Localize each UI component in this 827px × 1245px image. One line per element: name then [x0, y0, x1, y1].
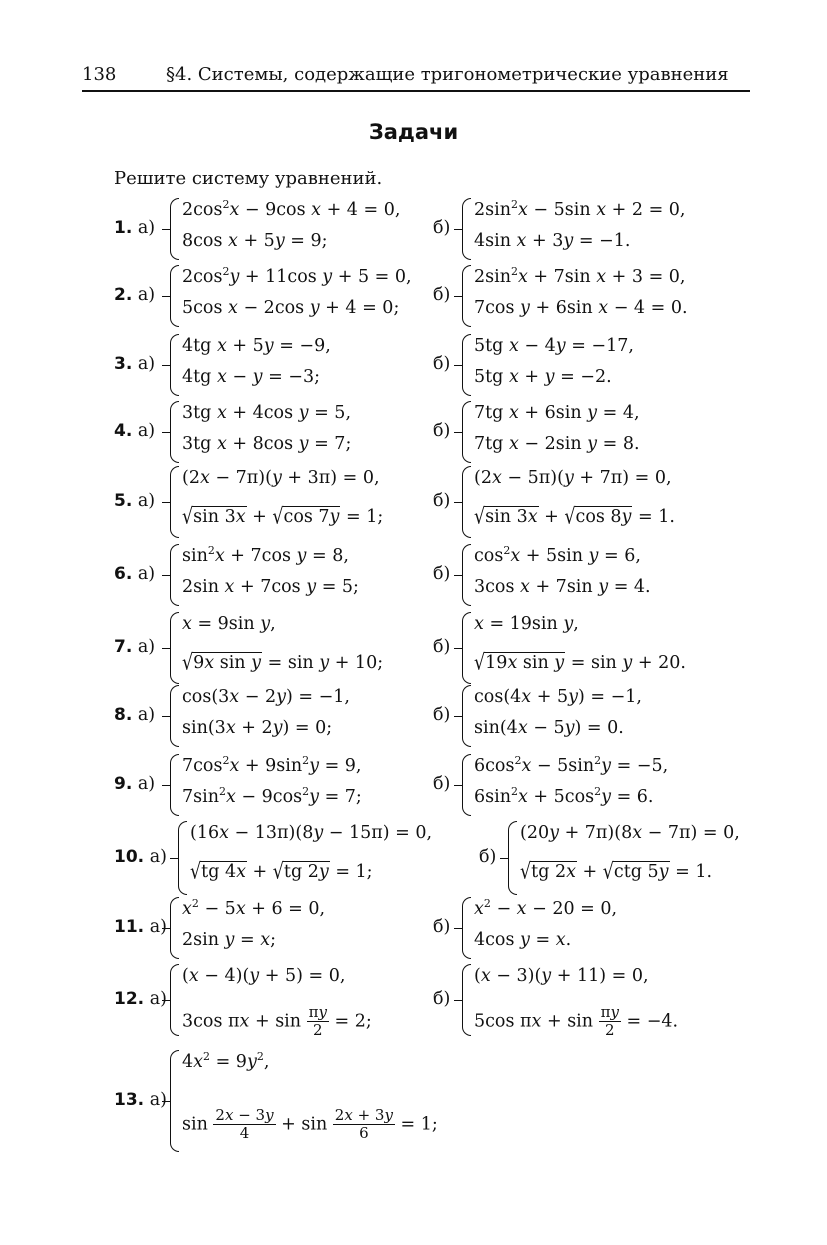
label-a: а) — [149, 847, 167, 867]
problem-number-text: 2. — [114, 285, 133, 305]
equation: $x^2 - 5x + 6 = 0$, — [182, 897, 326, 919]
problem-number — [114, 285, 155, 305]
label-b: б) — [479, 847, 497, 867]
page-header — [82, 60, 750, 92]
label-a: а) — [149, 917, 167, 937]
equation: (x − 3)(y + 11) = 0, — [474, 966, 649, 986]
label-a: а) — [137, 285, 156, 305]
label-a: а) — [137, 774, 156, 794]
label-b: б) — [433, 421, 451, 441]
equation: √tg 4x + √tg 2y = 1; — [190, 859, 373, 885]
equation: $2\sin^2x - 5\sin$ x + 2 = 0, — [474, 198, 686, 220]
problem-number-text: 5. — [114, 491, 133, 511]
brace-icon — [170, 401, 179, 463]
label-a: а) — [137, 637, 156, 657]
equation: 4sin x + 3y = −1. — [474, 231, 631, 251]
brace-icon — [462, 544, 471, 606]
equation: sin(4x − 5y) = 0. — [474, 718, 624, 738]
brace-icon — [462, 334, 471, 396]
equation: cos(4x + 5y) = −1, — [474, 687, 642, 707]
equation: 3tg x + 4cos y = 5, — [182, 403, 352, 423]
label-a: а) — [137, 354, 156, 374]
equation: 7cos y + 6sin x − 4 = 0. — [474, 298, 688, 318]
brace-icon — [462, 612, 471, 684]
problem-number-text: 4. — [114, 421, 133, 441]
running-title: §4. Системы, содержащие тригонометрические уравнения — [166, 64, 729, 85]
label-b: б) — [433, 705, 451, 725]
label-b: б) — [433, 637, 451, 657]
equation: 5tg x + y = −2. — [474, 367, 612, 387]
equation: 4tg x + 5y = −9, — [182, 336, 331, 356]
equation: (2x − 7π)(y + 3π) = 0, — [182, 468, 380, 488]
brace-icon — [462, 265, 471, 327]
problem-number — [114, 917, 167, 937]
equation: 3tg x + 8cos y = 7; — [182, 434, 352, 454]
label-b: б) — [433, 354, 451, 374]
equation: $6\sin^2x + 5\cos^2y = 6$. — [474, 785, 654, 807]
label-a: а) — [137, 218, 156, 238]
equation: 5tg x − 4y = −17, — [474, 336, 634, 356]
problem-number — [114, 564, 155, 584]
label-a: а) — [149, 1090, 167, 1110]
problem-number-text: 6. — [114, 564, 133, 584]
equation: $\sin^2x + 7\cos$ y = 8, — [182, 544, 349, 566]
equation: √tg 2x + √ctg 5y = 1. — [520, 859, 713, 885]
label-a: а) — [137, 705, 156, 725]
brace-icon — [462, 897, 471, 959]
brace-icon — [170, 1050, 179, 1152]
problem-number — [114, 421, 155, 441]
equation: √sin 3x + √cos 7y = 1; — [182, 504, 384, 530]
equation: (16x − 13π)(8y − 15π) = 0, — [190, 823, 433, 843]
brace-icon — [170, 754, 179, 816]
brace-icon — [462, 685, 471, 747]
equation: √sin 3x + √cos 8y = 1. — [474, 504, 675, 530]
label-b: б) — [433, 774, 451, 794]
equation: cos(3x − 2y) = −1, — [182, 687, 350, 707]
label-b: б) — [433, 285, 451, 305]
equation: $x^2 - x - 20 = 0$, — [474, 897, 618, 919]
brace-icon — [170, 612, 179, 684]
section-title: Задачи — [368, 120, 459, 144]
problem-number — [114, 637, 155, 657]
brace-icon — [170, 334, 179, 396]
problem-number-text: 13. — [114, 1090, 145, 1110]
brace-icon — [462, 198, 471, 260]
equation: 3cos πx + sin $\frac{\pi y}{2}$ = 2; — [182, 1003, 372, 1040]
equation: 3cos x + 7sin y = 4. — [474, 577, 651, 597]
equation: 2sin x + 7cos y = 5; — [182, 577, 359, 597]
problem-number-text: 12. — [114, 989, 145, 1009]
equation: (20y + 7π)(8x − 7π) = 0, — [520, 823, 740, 843]
equation: √19x sin y = sin y + 20. — [474, 650, 686, 676]
equation: $6\cos^2x - 5\sin^2y = -5$, — [474, 754, 669, 776]
equation: $4x^2 = 9y^2$, — [182, 1050, 270, 1072]
brace-icon — [178, 821, 187, 895]
problem-number-text: 11. — [114, 917, 145, 937]
equation: $7\cos^2x + 9\sin^2y = 9$, — [182, 754, 362, 776]
label-a: а) — [149, 989, 167, 1009]
label-b: б) — [433, 218, 451, 238]
brace-icon — [170, 198, 179, 260]
equation: 8cos x + 5y = 9; — [182, 231, 328, 251]
equation: sin(3x + 2y) = 0; — [182, 718, 333, 738]
problem-number-text: 8. — [114, 705, 133, 725]
equation: $2\cos^2y + 11\cos$ y + 5 = 0, — [182, 265, 412, 287]
equation: (x − 4)(y + 5) = 0, — [182, 966, 346, 986]
page-number: 138 — [82, 64, 117, 85]
equation: 4cos y = x. — [474, 930, 572, 950]
equation: sin $\frac{2x - 3y}{4}$ + sin $\frac{2x + 3y}{6}$ = 1; — [182, 1106, 438, 1143]
problem-number — [114, 989, 167, 1009]
problem-number — [114, 491, 155, 511]
equation: $2\sin^2x + 7\sin$ x + 3 = 0, — [474, 265, 686, 287]
equation: √9x sin y = sin y + 10; — [182, 650, 384, 676]
label-b: б) — [433, 491, 451, 511]
label-b: б) — [433, 917, 451, 937]
label-a: а) — [137, 564, 156, 584]
equation: 7tg x − 2sin y = 8. — [474, 434, 640, 454]
problem-number-text: 1. — [114, 218, 133, 238]
problem-number — [114, 774, 155, 794]
problem-number-text: 9. — [114, 774, 133, 794]
equation: (2x − 5π)(y + 7π) = 0, — [474, 468, 672, 488]
label-b: б) — [433, 989, 451, 1009]
brace-icon — [170, 685, 179, 747]
equation: 2sin y = x; — [182, 930, 277, 950]
brace-icon — [170, 544, 179, 606]
problem-number — [114, 1090, 167, 1110]
brace-icon — [462, 754, 471, 816]
problem-number — [114, 354, 155, 374]
equation: $2\cos^2x - 9\cos$ x + 4 = 0, — [182, 198, 401, 220]
equation: 5cos πx + sin $\frac{\pi y}{2}$ = −4. — [474, 1003, 679, 1040]
label-a: а) — [137, 491, 156, 511]
label-b: б) — [433, 564, 451, 584]
equation: x = 19sin y, — [474, 614, 579, 634]
problem-number — [114, 847, 167, 867]
equation: x = 9sin y, — [182, 614, 276, 634]
equation: 5cos x − 2cos y + 4 = 0; — [182, 298, 400, 318]
brace-icon — [170, 466, 179, 538]
equation: 4tg x − y = −3; — [182, 367, 320, 387]
problem-number — [114, 218, 155, 238]
intro-text: Решите систему уравнений. — [114, 168, 383, 189]
brace-icon — [170, 964, 179, 1036]
brace-icon — [462, 964, 471, 1036]
brace-icon — [170, 897, 179, 959]
problem-number-text: 10. — [114, 847, 145, 867]
label-a: а) — [137, 421, 156, 441]
brace-icon — [462, 466, 471, 538]
brace-icon — [170, 265, 179, 327]
problem-number — [114, 705, 155, 725]
equation: $\cos^2x + 5\sin$ y = 6, — [474, 544, 641, 566]
problem-number-text: 3. — [114, 354, 133, 374]
equation: $7\sin^2x - 9\cos^2y = 7$; — [182, 785, 362, 807]
problem-number-text: 7. — [114, 637, 133, 657]
brace-icon — [508, 821, 517, 895]
brace-icon — [462, 401, 471, 463]
equation: 7tg x + 6sin y = 4, — [474, 403, 640, 423]
